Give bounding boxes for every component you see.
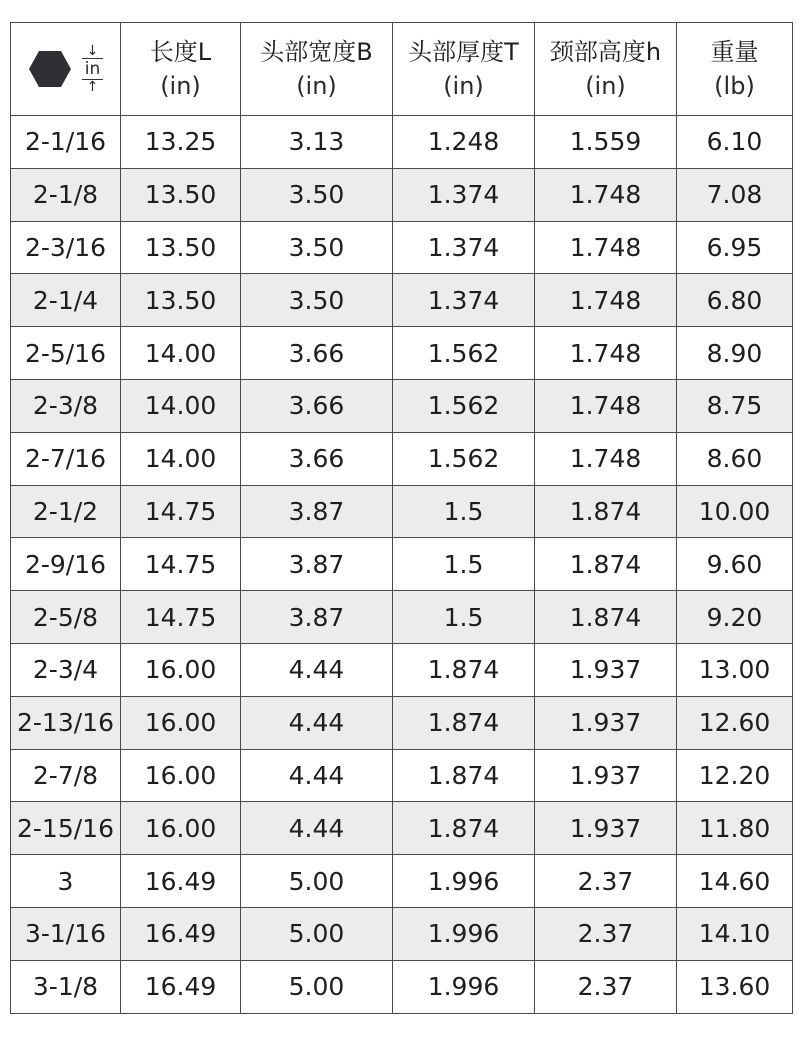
table-cell: 3.66 bbox=[241, 432, 393, 485]
table-cell: 12.60 bbox=[677, 696, 793, 749]
table-cell: 16.00 bbox=[121, 643, 241, 696]
table-cell: 13.00 bbox=[677, 643, 793, 696]
hexagon-icon bbox=[28, 50, 72, 88]
table-cell: 13.50 bbox=[121, 274, 241, 327]
column-title: 头部厚度T bbox=[408, 38, 519, 66]
table-cell: 16.49 bbox=[121, 960, 241, 1013]
table-cell: 1.748 bbox=[535, 168, 677, 221]
table-cell: 11.80 bbox=[677, 802, 793, 855]
table-cell: 2.37 bbox=[535, 855, 677, 908]
table-cell: 3.66 bbox=[241, 379, 393, 432]
table-cell: 16.49 bbox=[121, 855, 241, 908]
column-title: 头部宽度B bbox=[260, 38, 373, 66]
table-cell: 1.559 bbox=[535, 116, 677, 169]
table-cell: 1.937 bbox=[535, 802, 677, 855]
table-cell: 1.374 bbox=[393, 221, 535, 274]
table-row bbox=[11, 116, 793, 169]
spec-table bbox=[10, 22, 793, 1014]
size-cell: 2-9/16 bbox=[11, 538, 121, 591]
table-cell: 3.50 bbox=[241, 274, 393, 327]
table-cell: 5.00 bbox=[241, 855, 393, 908]
table-cell: 6.10 bbox=[677, 116, 793, 169]
table-cell: 1.874 bbox=[393, 802, 535, 855]
column-header-head-thickness bbox=[393, 23, 535, 116]
table-row bbox=[11, 327, 793, 380]
table-cell: 13.60 bbox=[677, 960, 793, 1013]
table-cell: 16.49 bbox=[121, 907, 241, 960]
size-cell: 3-1/8 bbox=[11, 960, 121, 1013]
table-cell: 1.748 bbox=[535, 432, 677, 485]
table-cell: 16.00 bbox=[121, 696, 241, 749]
table-cell: 4.44 bbox=[241, 802, 393, 855]
table-cell: 1.996 bbox=[393, 907, 535, 960]
table-row bbox=[11, 749, 793, 802]
table-cell: 1.874 bbox=[535, 591, 677, 644]
column-title: 颈部高度h bbox=[549, 38, 662, 66]
table-cell: 1.248 bbox=[393, 116, 535, 169]
table-cell: 1.874 bbox=[393, 749, 535, 802]
table-row bbox=[11, 485, 793, 538]
table-cell: 13.50 bbox=[121, 221, 241, 274]
table-cell: 12.20 bbox=[677, 749, 793, 802]
column-unit: (in) bbox=[585, 72, 626, 100]
table-cell: 2.37 bbox=[535, 907, 677, 960]
table-cell: 3.87 bbox=[241, 485, 393, 538]
table-cell: 9.60 bbox=[677, 538, 793, 591]
size-cell: 2-7/8 bbox=[11, 749, 121, 802]
table-cell: 1.562 bbox=[393, 327, 535, 380]
table-cell: 3.50 bbox=[241, 221, 393, 274]
column-header-weight bbox=[677, 23, 793, 116]
table-cell: 16.00 bbox=[121, 749, 241, 802]
table-cell: 14.75 bbox=[121, 591, 241, 644]
table-cell: 1.562 bbox=[393, 379, 535, 432]
table-cell: 3.13 bbox=[241, 116, 393, 169]
table-cell: 1.937 bbox=[535, 749, 677, 802]
size-header-cell bbox=[11, 23, 121, 116]
size-cell: 2-1/2 bbox=[11, 485, 121, 538]
arrow-down-icon: ↓ bbox=[86, 43, 99, 59]
column-unit: (in) bbox=[443, 72, 484, 100]
table-cell: 8.90 bbox=[677, 327, 793, 380]
table-row bbox=[11, 802, 793, 855]
size-cell: 3-1/16 bbox=[11, 907, 121, 960]
table-cell: 14.75 bbox=[121, 485, 241, 538]
column-header-head-width bbox=[241, 23, 393, 116]
table-cell: 6.80 bbox=[677, 274, 793, 327]
table-cell: 5.00 bbox=[241, 960, 393, 1013]
table-cell: 10.00 bbox=[677, 485, 793, 538]
table-row bbox=[11, 696, 793, 749]
table-cell: 1.562 bbox=[393, 432, 535, 485]
size-cell: 2-1/16 bbox=[11, 116, 121, 169]
table-cell: 16.00 bbox=[121, 802, 241, 855]
size-cell: 2-1/4 bbox=[11, 274, 121, 327]
size-cell: 2-3/8 bbox=[11, 379, 121, 432]
table-row bbox=[11, 591, 793, 644]
table-row bbox=[11, 274, 793, 327]
table-cell: 1.937 bbox=[535, 696, 677, 749]
arrow-up-icon: ↑ bbox=[86, 79, 99, 95]
column-header-neck-height bbox=[535, 23, 677, 116]
table-cell: 8.75 bbox=[677, 379, 793, 432]
table-cell: 1.996 bbox=[393, 855, 535, 908]
table-cell: 14.00 bbox=[121, 327, 241, 380]
table-row bbox=[11, 168, 793, 221]
table-cell: 1.874 bbox=[393, 643, 535, 696]
column-unit: (in) bbox=[160, 72, 201, 100]
table-cell: 8.60 bbox=[677, 432, 793, 485]
table-cell: 4.44 bbox=[241, 696, 393, 749]
table-cell: 1.5 bbox=[393, 538, 535, 591]
table-cell: 14.60 bbox=[677, 855, 793, 908]
table-cell: 5.00 bbox=[241, 907, 393, 960]
size-unit-marker bbox=[82, 44, 104, 94]
table-cell: 4.44 bbox=[241, 643, 393, 696]
table-cell: 14.10 bbox=[677, 907, 793, 960]
table-cell: 1.996 bbox=[393, 960, 535, 1013]
table-cell: 6.95 bbox=[677, 221, 793, 274]
table-cell: 2.37 bbox=[535, 960, 677, 1013]
table-cell: 1.874 bbox=[393, 696, 535, 749]
table-cell: 1.374 bbox=[393, 274, 535, 327]
size-cell: 2-15/16 bbox=[11, 802, 121, 855]
size-cell: 2-3/16 bbox=[11, 221, 121, 274]
column-title: 重量 bbox=[710, 38, 759, 66]
size-unit-label: in bbox=[82, 58, 104, 80]
table-cell: 1.748 bbox=[535, 379, 677, 432]
table-row bbox=[11, 643, 793, 696]
table-cell: 1.874 bbox=[535, 538, 677, 591]
table-cell: 13.50 bbox=[121, 168, 241, 221]
table-cell: 1.748 bbox=[535, 327, 677, 380]
table-cell: 1.5 bbox=[393, 485, 535, 538]
size-cell: 2-3/4 bbox=[11, 643, 121, 696]
table-row bbox=[11, 221, 793, 274]
table-row bbox=[11, 379, 793, 432]
table-body bbox=[11, 116, 793, 1014]
table-cell: 1.748 bbox=[535, 221, 677, 274]
column-title: 长度L bbox=[149, 38, 212, 66]
table-row bbox=[11, 960, 793, 1013]
table-cell: 1.874 bbox=[535, 485, 677, 538]
table-cell: 14.75 bbox=[121, 538, 241, 591]
size-cell: 3 bbox=[11, 855, 121, 908]
table-cell: 1.5 bbox=[393, 591, 535, 644]
table-cell: 3.66 bbox=[241, 327, 393, 380]
table-row bbox=[11, 855, 793, 908]
table-cell: 1.937 bbox=[535, 643, 677, 696]
table-cell: 3.87 bbox=[241, 591, 393, 644]
table-cell: 1.748 bbox=[535, 274, 677, 327]
header-row bbox=[11, 23, 793, 116]
size-cell: 2-13/16 bbox=[11, 696, 121, 749]
table-cell: 9.20 bbox=[677, 591, 793, 644]
table-cell: 3.50 bbox=[241, 168, 393, 221]
column-unit: (in) bbox=[296, 72, 337, 100]
size-cell: 2-7/16 bbox=[11, 432, 121, 485]
table-row bbox=[11, 538, 793, 591]
size-cell: 2-5/16 bbox=[11, 327, 121, 380]
table-cell: 3.87 bbox=[241, 538, 393, 591]
table-cell: 14.00 bbox=[121, 432, 241, 485]
table-cell: 13.25 bbox=[121, 116, 241, 169]
column-header-length bbox=[121, 23, 241, 116]
table-row bbox=[11, 907, 793, 960]
table-cell: 4.44 bbox=[241, 749, 393, 802]
table-cell: 1.374 bbox=[393, 168, 535, 221]
column-unit: (lb) bbox=[714, 72, 755, 100]
table-row bbox=[11, 432, 793, 485]
table-cell: 14.00 bbox=[121, 379, 241, 432]
size-cell: 2-1/8 bbox=[11, 168, 121, 221]
size-cell: 2-5/8 bbox=[11, 591, 121, 644]
table-cell: 7.08 bbox=[677, 168, 793, 221]
